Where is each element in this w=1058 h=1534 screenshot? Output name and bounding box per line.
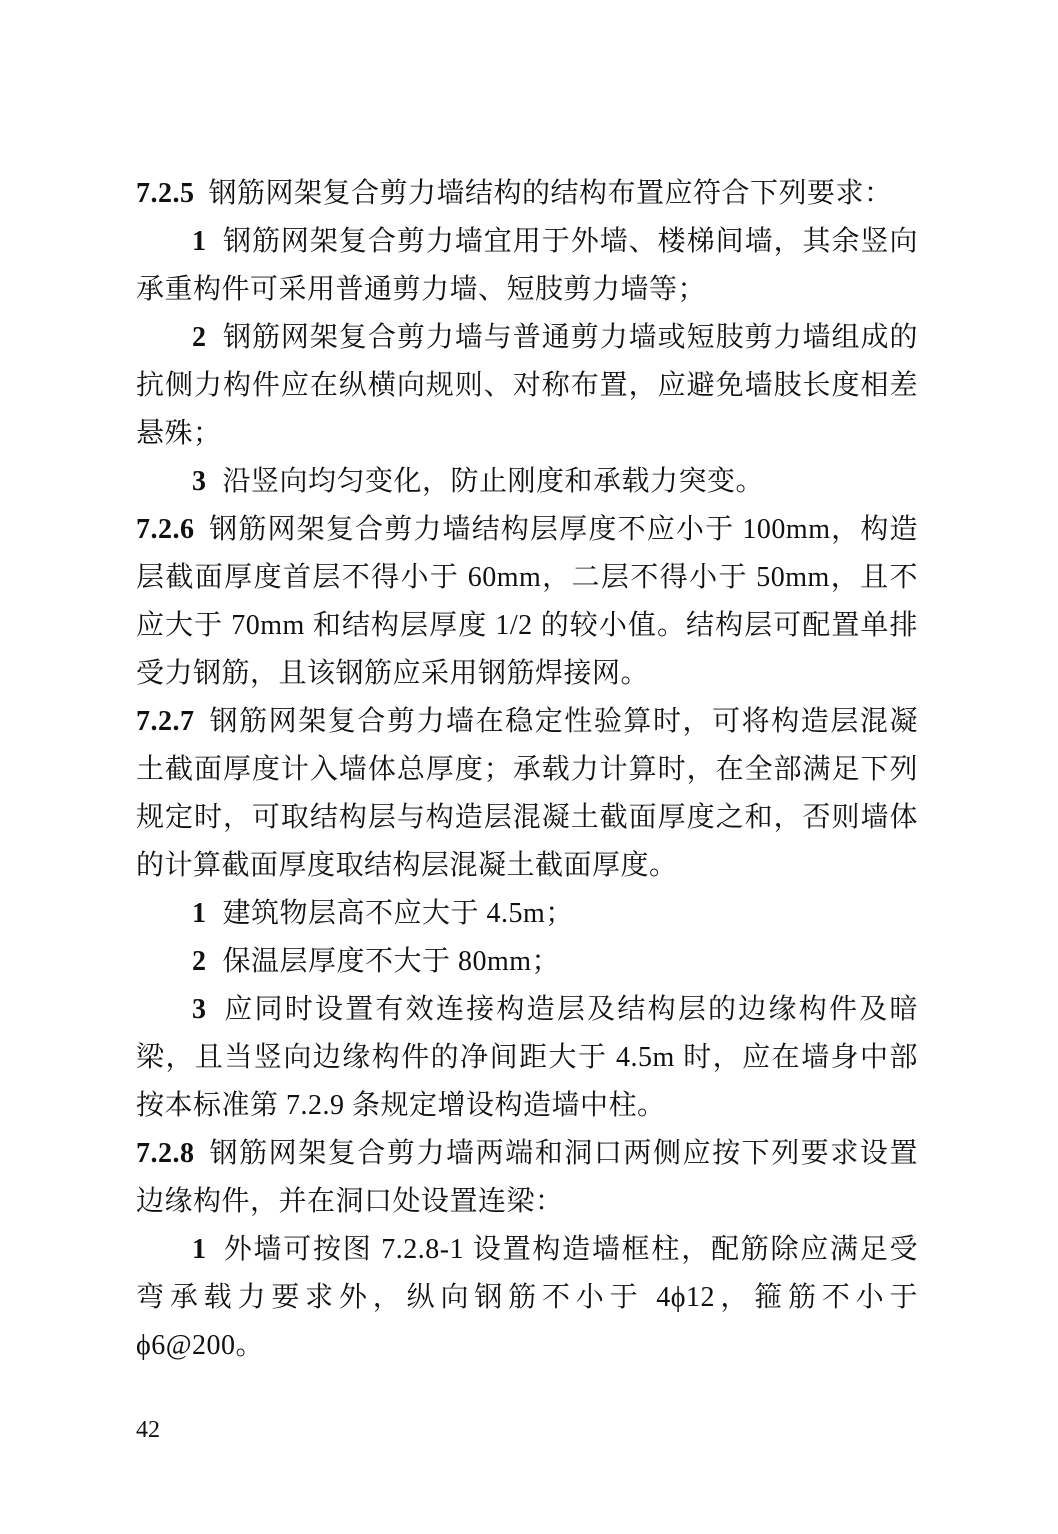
clause-7-2-6 (136, 506, 918, 698)
item-text: 保温层厚度不大于 80mm； (222, 946, 561, 977)
item-number: 1 (192, 226, 207, 257)
item-text: 建筑物层高不应大于 4.5m； (222, 898, 574, 929)
clause-text: 钢筋网架复合剪力墙结构的结构布置应符合下列要求： (208, 178, 893, 209)
clause-number: 7.2.5 (136, 178, 195, 209)
clause-7-2-5-item-2 (136, 314, 918, 458)
clause-text: 钢筋网架复合剪力墙结构层厚度不应小于 100mm，构造层截面厚度首层不得小于 60mm，二层不得小于 50mm，且不应大于 70mm 和结构层厚度 1/2 的较小值。结构层可配置单排受力钢筋，且该钢筋应采用钢筋焊接网。 (136, 514, 918, 689)
clause-7-2-7 (136, 698, 918, 890)
clause-7-2-5-item-3 (136, 458, 918, 506)
clause-7-2-7-item-3 (136, 986, 918, 1130)
item-text: 钢筋网架复合剪力墙宜用于外墙、楼梯间墙，其余竖向承重构件可采用普通剪力墙、短肢剪力墙等； (136, 226, 918, 305)
page-number: 42 (136, 1417, 160, 1443)
item-text: 外墙可按图 7.2.8-1 设置构造墙框柱，配筋除应满足受弯承载力要求外，纵向钢筋不小于 4ϕ12，箍筋不小于ϕ6@200。 (136, 1234, 918, 1361)
clause-7-2-5 (136, 170, 918, 218)
document-body (136, 170, 918, 1370)
item-number: 1 (192, 1234, 207, 1265)
clause-text: 钢筋网架复合剪力墙两端和洞口两侧应按下列要求设置边缘构件，并在洞口处设置连梁： (136, 1138, 918, 1217)
clause-7-2-8 (136, 1130, 918, 1226)
clause-7-2-7-item-1 (136, 890, 918, 938)
clause-number: 7.2.7 (136, 706, 195, 737)
item-text: 钢筋网架复合剪力墙与普通剪力墙或短肢剪力墙组成的抗侧力构件应在纵横向规则、对称布置，应避免墙肢长度相差悬殊； (136, 322, 918, 449)
clause-7-2-7-item-2 (136, 938, 918, 986)
clause-number: 7.2.8 (136, 1138, 195, 1169)
item-number: 2 (192, 322, 207, 353)
item-number: 3 (192, 466, 207, 497)
clause-text: 钢筋网架复合剪力墙在稳定性验算时，可将构造层混凝土截面厚度计入墙体总厚度；承载力计算时，在全部满足下列规定时，可取结构层与构造层混凝土截面厚度之和，否则墙体的计算截面厚度取结构层混凝土截面厚度。 (136, 706, 918, 881)
clause-7-2-8-item-1 (136, 1226, 918, 1370)
item-number: 2 (192, 946, 207, 977)
clause-7-2-5-item-1 (136, 218, 918, 314)
item-text: 应同时设置有效连接构造层及结构层的边缘构件及暗梁，且当竖向边缘构件的净间距大于 4.5m 时，应在墙身中部按本标准第 7.2.9 条规定增设构造墙中柱。 (136, 994, 918, 1121)
clause-number: 7.2.6 (136, 514, 195, 545)
item-text: 沿竖向均匀变化，防止刚度和承载力突变。 (222, 466, 765, 497)
item-number: 1 (192, 898, 207, 929)
item-number: 3 (192, 994, 207, 1025)
